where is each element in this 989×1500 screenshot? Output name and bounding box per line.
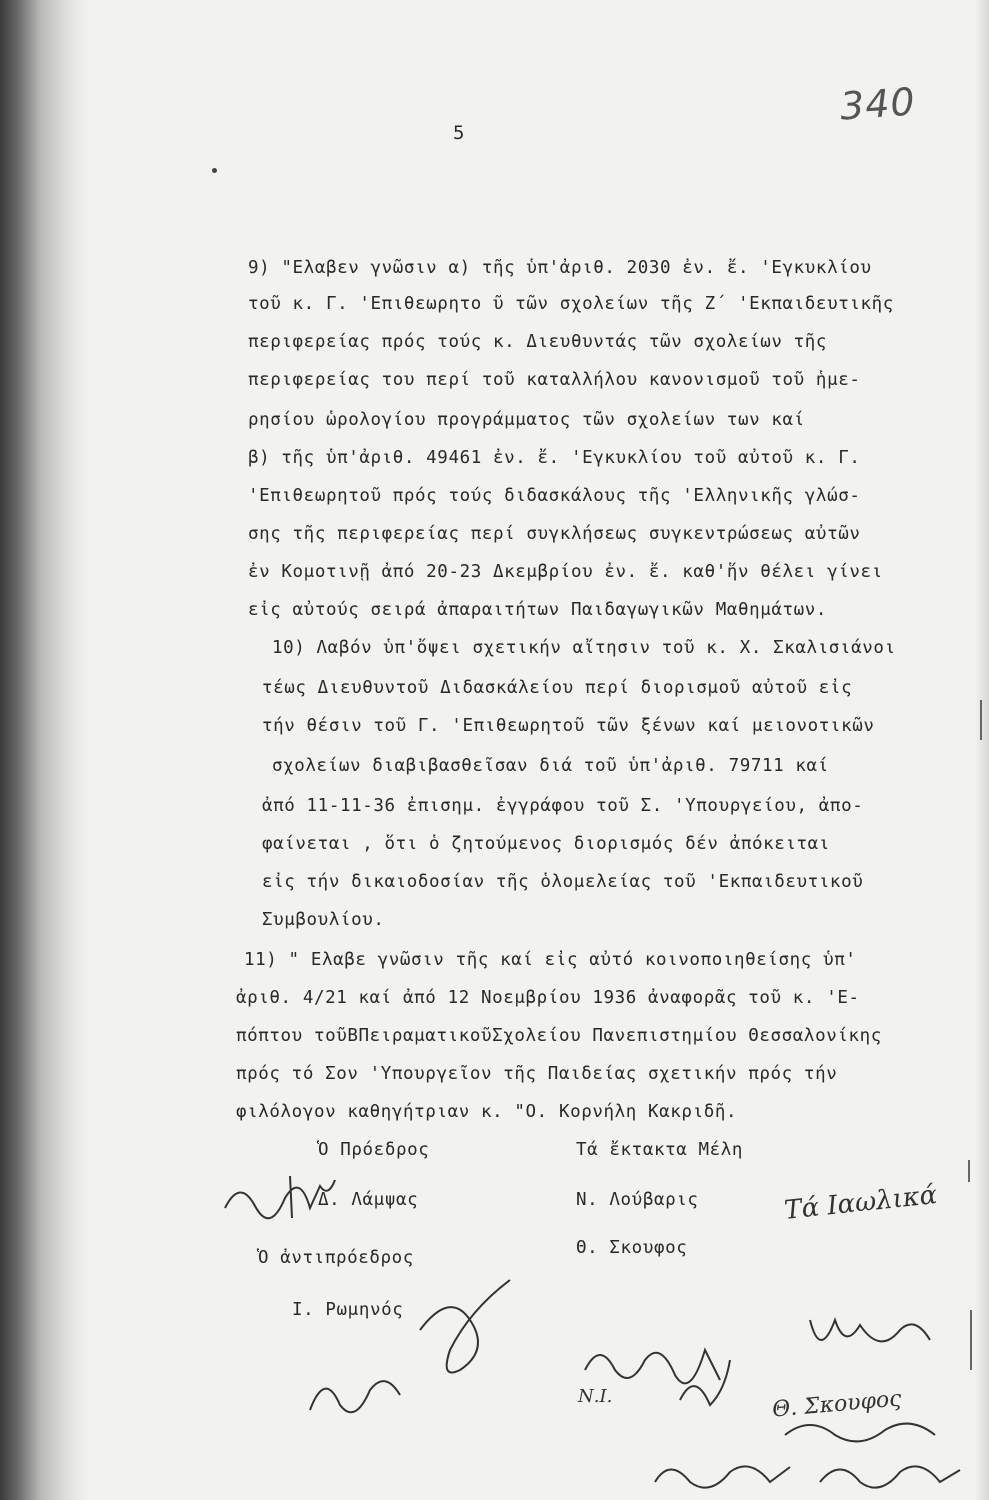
body-line: β) τῆς ὑπ'ἀριθ. 49461 ἐν. ἔ. 'Εγκυκλίου τοῦ αὐτοῦ κ. Γ.	[248, 448, 861, 468]
body-line: 10) Λαβόν ὑπ'ὄψει σχετικήν αἴτησιν τοῦ κ. Χ. Σκαλισιάνοι	[272, 638, 896, 658]
member-signature-scribble	[780, 1410, 940, 1450]
body-line: πόπτου τοῦΒΠειραματικοῦΣχολείου Πανεπιστημίου Θεσσαλονίκης	[236, 1026, 882, 1046]
body-line: τήν θέσιν τοῦ Γ. 'Επιθεωρητοῦ τῶν ξένων καί μειονοτικῶν	[262, 716, 875, 736]
body-line: τέως Διευθυντοῦ Διδασκάλείου περί διορισμοῦ αὐτοῦ εἰς	[262, 678, 853, 698]
body-line: ἀριθ. 4/21 καί ἀπό 12 Νοεμβρίου 1936 ἀναφορᾶς τοῦ κ. 'Ε-	[236, 988, 860, 1008]
body-line: 9) "Ελαβεν γνῶσιν α) τῆς ὑπ'ἀριθ. 2030 ἐν. ἔ. 'Εγκυκλίου	[248, 258, 872, 278]
president-name: Δ. Λάμψας	[318, 1190, 419, 1210]
binding-shadow	[0, 0, 90, 1500]
extraordinary-members-title: Τά ἔκτακτα Μέλη	[576, 1140, 744, 1160]
body-line: σχολείων διαβιβασθεῖσαν διά τοῦ ὑπ'ἀριθ. 79711 καί	[272, 756, 829, 776]
body-line: φαίνεται , ὅτι ὁ ζητούμενος διορισμός δέν ἀπόκειται	[262, 834, 830, 854]
archive-number: 340	[838, 79, 917, 129]
president-title: Ὁ Πρόεδρος	[318, 1140, 430, 1160]
body-line: εἰς αὐτούς σειρά ἀπαραιτήτων Παιδαγωγικῶν Μαθημάτων.	[248, 600, 828, 620]
handwritten-initials: Ν.Ι.	[578, 1386, 613, 1407]
vice-president-name: Ι. Ρωμηνός	[292, 1300, 404, 1320]
body-line: σης τῆς περιφερείας περί συγκλήσεως συγκεντρώσεως αὐτῶν	[248, 524, 861, 544]
vice-president-signature-scribble	[300, 1360, 420, 1430]
margin-mark	[970, 1310, 972, 1370]
page-number: 5	[453, 122, 465, 144]
body-line: εἰς τήν δικαιοδοσίαν τῆς ὁλομελείας τοῦ 'Εκπαιδευτικοῦ	[262, 872, 864, 892]
body-line: ἐν Κομοτινῇ ἀπό 20-23 Δκεμβρίου ἐν. ἔ. καθ'ἥν θέλει γίνει	[248, 562, 883, 582]
handwritten-signature: Τά Ιαωλικά	[782, 1180, 939, 1226]
margin-dot	[212, 168, 217, 173]
member-signature-scribble	[580, 1330, 740, 1420]
body-line: Συμβουλίου.	[262, 910, 385, 930]
body-line: 'Επιθεωρητοῦ πρός τούς διδασκάλους τῆς 'Ελληνικῆς γλώσ-	[248, 486, 861, 506]
body-line: τοῦ κ. Γ. 'Επιθεωρητο ῦ τῶν σχολείων τῆς Ζ΄ 'Εκπαιδευτικῆς	[248, 294, 894, 314]
body-line: ἀπό 11-11-36 ἐπισημ. ἐγγράφου τοῦ Σ. 'Υπουργείου, ἀπο-	[262, 796, 864, 816]
member-name-skoufos: Θ. Σκουφος	[576, 1238, 688, 1258]
body-line: ρησίου ὡρολογίου προγράμματος τῶν σχολείων των καί	[248, 410, 805, 430]
body-line: πρός τό Σον 'Υπουργεῖον τῆς Παιδείας σχετικήν πρός τήν	[236, 1064, 838, 1084]
vice-president-title: Ὁ ἀντιπρόεδρος	[258, 1248, 414, 1268]
bottom-signatures-scribble	[650, 1452, 970, 1498]
body-line: περιφερείας του περί τοῦ καταλλήλου κανονισμοῦ τοῦ ἡμε-	[248, 370, 861, 390]
president-signature-scribble	[220, 1168, 340, 1228]
page-edge	[975, 0, 989, 1500]
margin-mark	[980, 700, 982, 740]
body-line: φιλόλογον καθηγήτριαν κ. "Ο. Κορνήλη Κακριδῆ.	[236, 1102, 738, 1122]
member-name-louvaris: Ν. Λούβαρις	[576, 1190, 699, 1210]
handwritten-signature: Θ. Σκουφος	[771, 1386, 903, 1423]
member-signature-scribble	[800, 1300, 940, 1370]
body-line: περιφερείας πρός τούς κ. Διευθυντάς τῶν σχολείων τῆς	[248, 332, 828, 352]
vice-president-signature-scribble	[410, 1270, 520, 1390]
body-line: 11) " Ελαβε γνῶσιν τῆς καί εἰς αὐτό κοινοποιηθείσης ὑπ'	[244, 950, 857, 970]
margin-mark	[968, 1160, 970, 1182]
